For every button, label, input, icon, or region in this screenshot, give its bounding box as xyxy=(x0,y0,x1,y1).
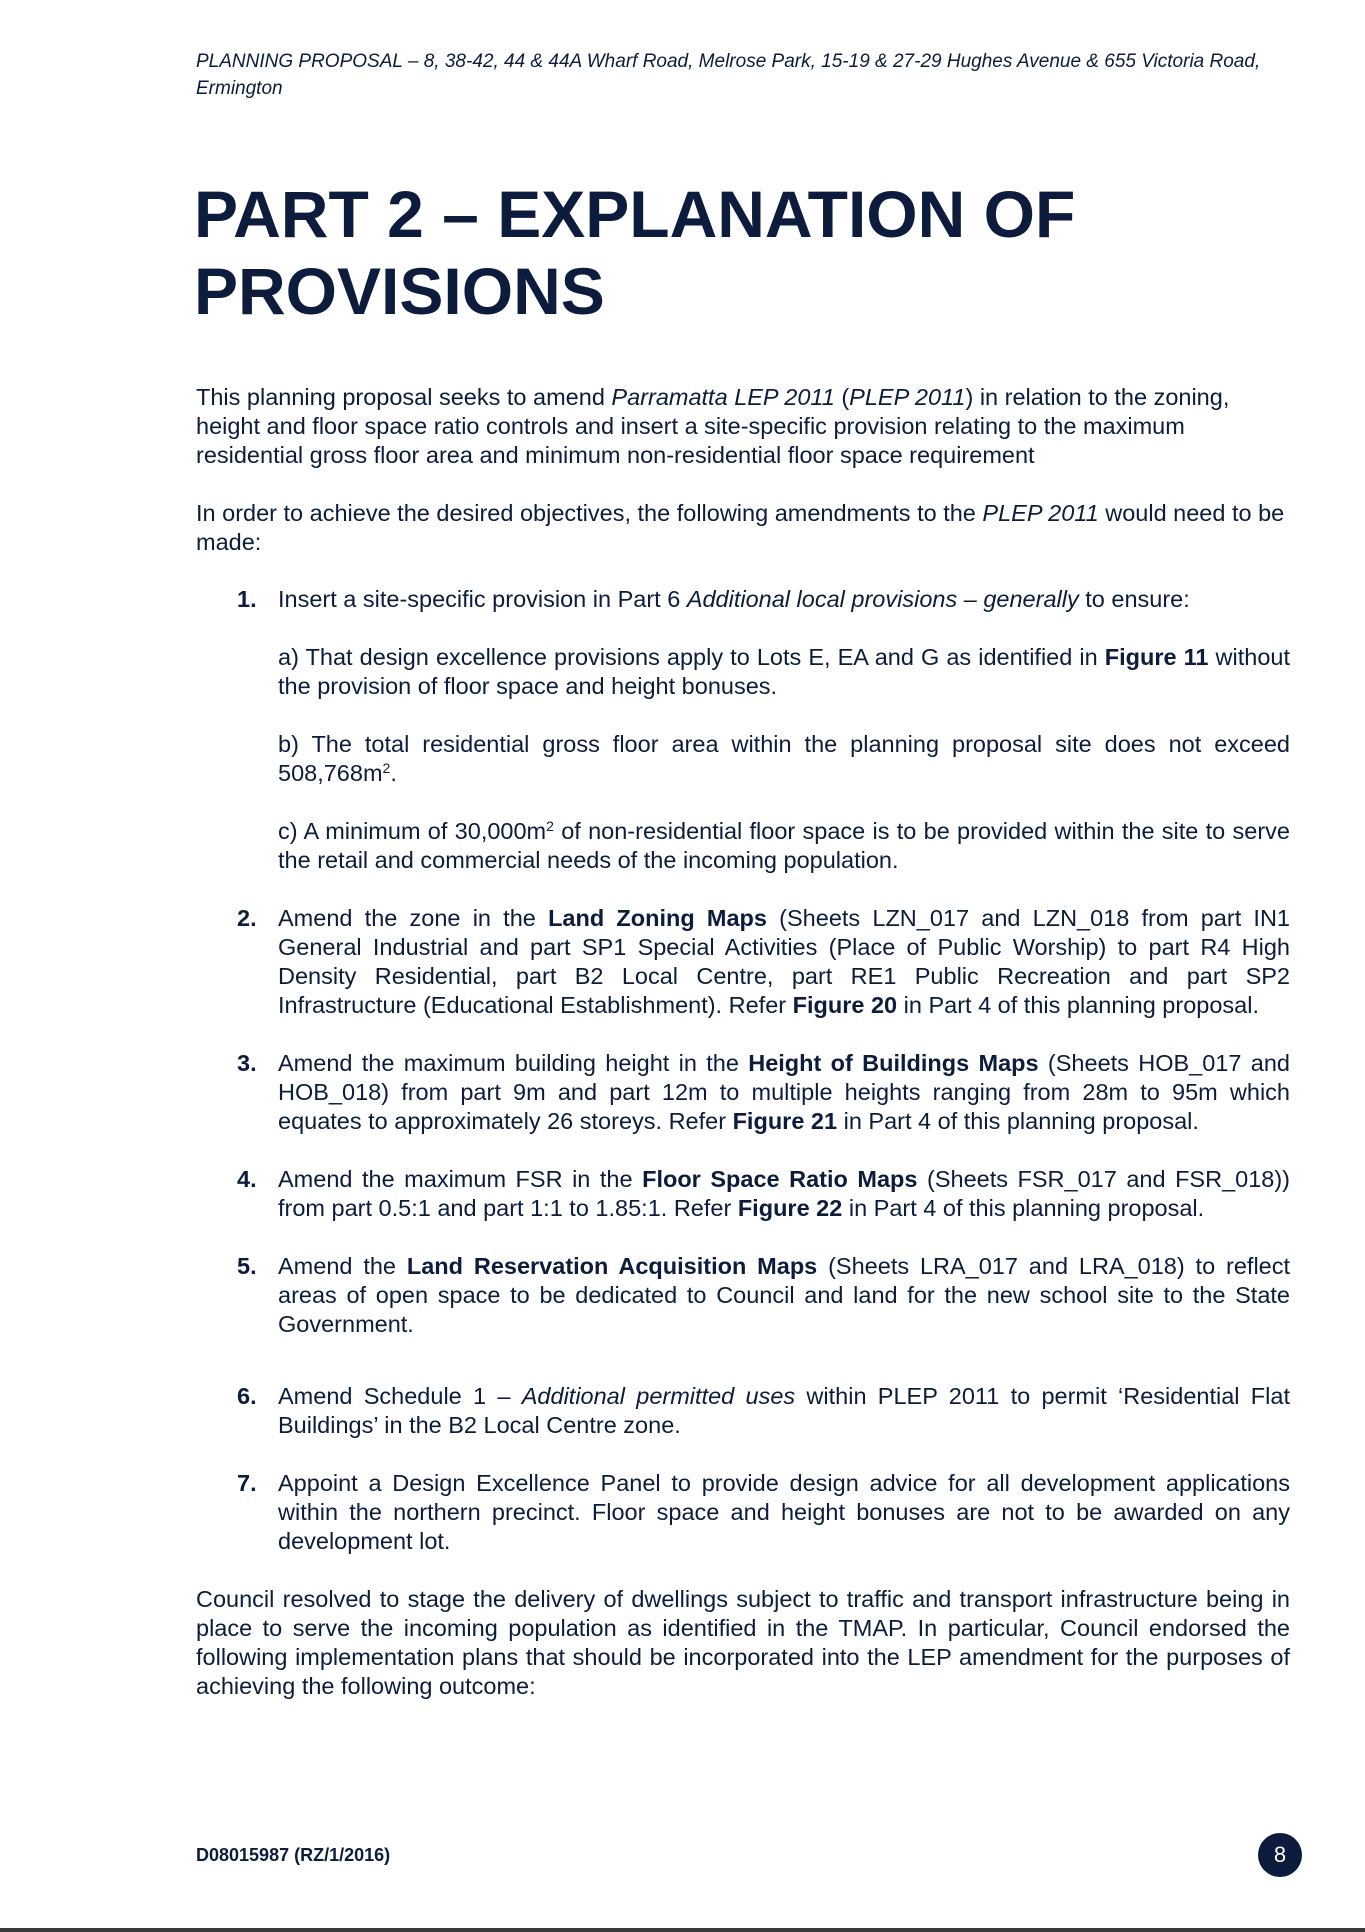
list-number: 5. xyxy=(237,1253,257,1279)
closing-paragraph: Council resolved to stage the delivery of dwellings subject to traffic and transport infrastructure being in place to serve the incoming population as identified in the TMAP. In particular, Council endorsed the following implementation plans that should be incorporated into the LEP amendment for the purposes of achieving the following outcome: xyxy=(196,1586,1290,1699)
list-item-6 xyxy=(237,1382,1290,1440)
list-item-7 xyxy=(237,1469,1290,1556)
intro-paragraph-1: This planning proposal seeks to amend Parramatta LEP 2011 (PLEP 2011) in relation to the zoning, height and floor space ratio controls and insert a site-specific provision relating to the maximum residential gross floor area and minimum non-residential floor space requirement xyxy=(196,384,1230,468)
list-item-text: Amend the Land Reservation Acquisition Maps (Sheets LRA_017 and LRA_018) to reflect areas of open space to be dedicated to Council and land for the new school site to the State Government. xyxy=(278,1253,1291,1337)
sub-item-a: a) That design excellence provisions apply to Lots E, EA and G as identified in Figure 11 without the provision of floor space and height bonuses. xyxy=(278,644,1290,699)
list-item-text: Amend Schedule 1 – Additional permitted uses within PLEP 2011 to permit ‘Residential Flat Buildings’ in the B2 Local Centre zone. xyxy=(278,1383,1290,1438)
document-code: D08015987 (RZ/1/2016) xyxy=(196,1845,391,1865)
list-item-text: Amend the zone in the Land Zoning Maps (Sheets LZN_017 and LZN_018 from part IN1 General Industrial and part SP1 Special Activities (Place of Public Worship) to part R4 High Density Residential, part B2 Local Centre, part RE1 Public Recreation and part SP2 Infrastructure (Educational Establishment). Refer Figure 20 in Part 4 of this planning proposal. xyxy=(278,905,1290,1018)
sub-item-b: b) The total residential gross floor area within the planning proposal site does not exceed $508,768m^2$. xyxy=(278,731,1290,786)
title-line-2: PROVISIONS xyxy=(194,254,605,328)
list-item-2 xyxy=(237,904,1290,1020)
list-item-text: Appoint a Design Excellence Panel to provide design advice for all development applications within the northern precinct. Floor space and height bonuses are not to be awarded on any development lot. xyxy=(278,1470,1290,1554)
sub-item-c: c) A minimum of $30,000m^2$ of non-residential floor space is to be provided within the site to serve the retail and commercial needs of the incoming population. xyxy=(278,818,1290,873)
list-number: 3. xyxy=(237,1050,257,1076)
list-item-3 xyxy=(237,1049,1290,1136)
body-content xyxy=(196,383,1290,1701)
list-number: 7. xyxy=(237,1470,257,1496)
bottom-divider xyxy=(0,1928,1365,1932)
page-title xyxy=(194,176,1194,330)
list-item-text: Amend the maximum building height in the Height of Buildings Maps (Sheets HOB_017 and HOB_018) from part 9m and part 12m to multiple heights ranging from 28m to 95m which equates to approximately 26 storeys. Refer Figure 21 in Part 4 of this planning proposal. xyxy=(278,1050,1290,1134)
list-number: 6. xyxy=(237,1383,257,1409)
list-number: 1. xyxy=(237,586,257,612)
page-number-badge: 8 xyxy=(1258,1833,1302,1877)
list-item-5 xyxy=(237,1252,1290,1339)
list-number: 4. xyxy=(237,1166,257,1192)
intro-paragraph-2: In order to achieve the desired objectives, the following amendments to the PLEP 2011 would need to be made: xyxy=(196,500,1285,555)
amendments-list xyxy=(237,585,1290,1556)
running-header: PLANNING PROPOSAL – 8, 38-42, 44 & 44A Wharf Road, Melrose Park, 15-19 & 27-29 Hughes Avenue & 655 Victoria Road, Ermington xyxy=(196,51,1261,99)
list-item-4 xyxy=(237,1165,1290,1223)
list-item-text: Insert a site-specific provision in Part 6 Additional local provisions – generally to ensure: xyxy=(278,586,1190,612)
list-item-1 xyxy=(237,585,1290,875)
list-item-text: Amend the maximum FSR in the Floor Space Ratio Maps (Sheets FSR_017 and FSR_018)) from part 0.5:1 and part 1:1 to 1.85:1. Refer Figure 22 in Part 4 of this planning proposal. xyxy=(278,1166,1290,1221)
title-line-1: PART 2 – EXPLANATION OF xyxy=(194,177,1076,251)
list-number: 2. xyxy=(237,905,257,931)
